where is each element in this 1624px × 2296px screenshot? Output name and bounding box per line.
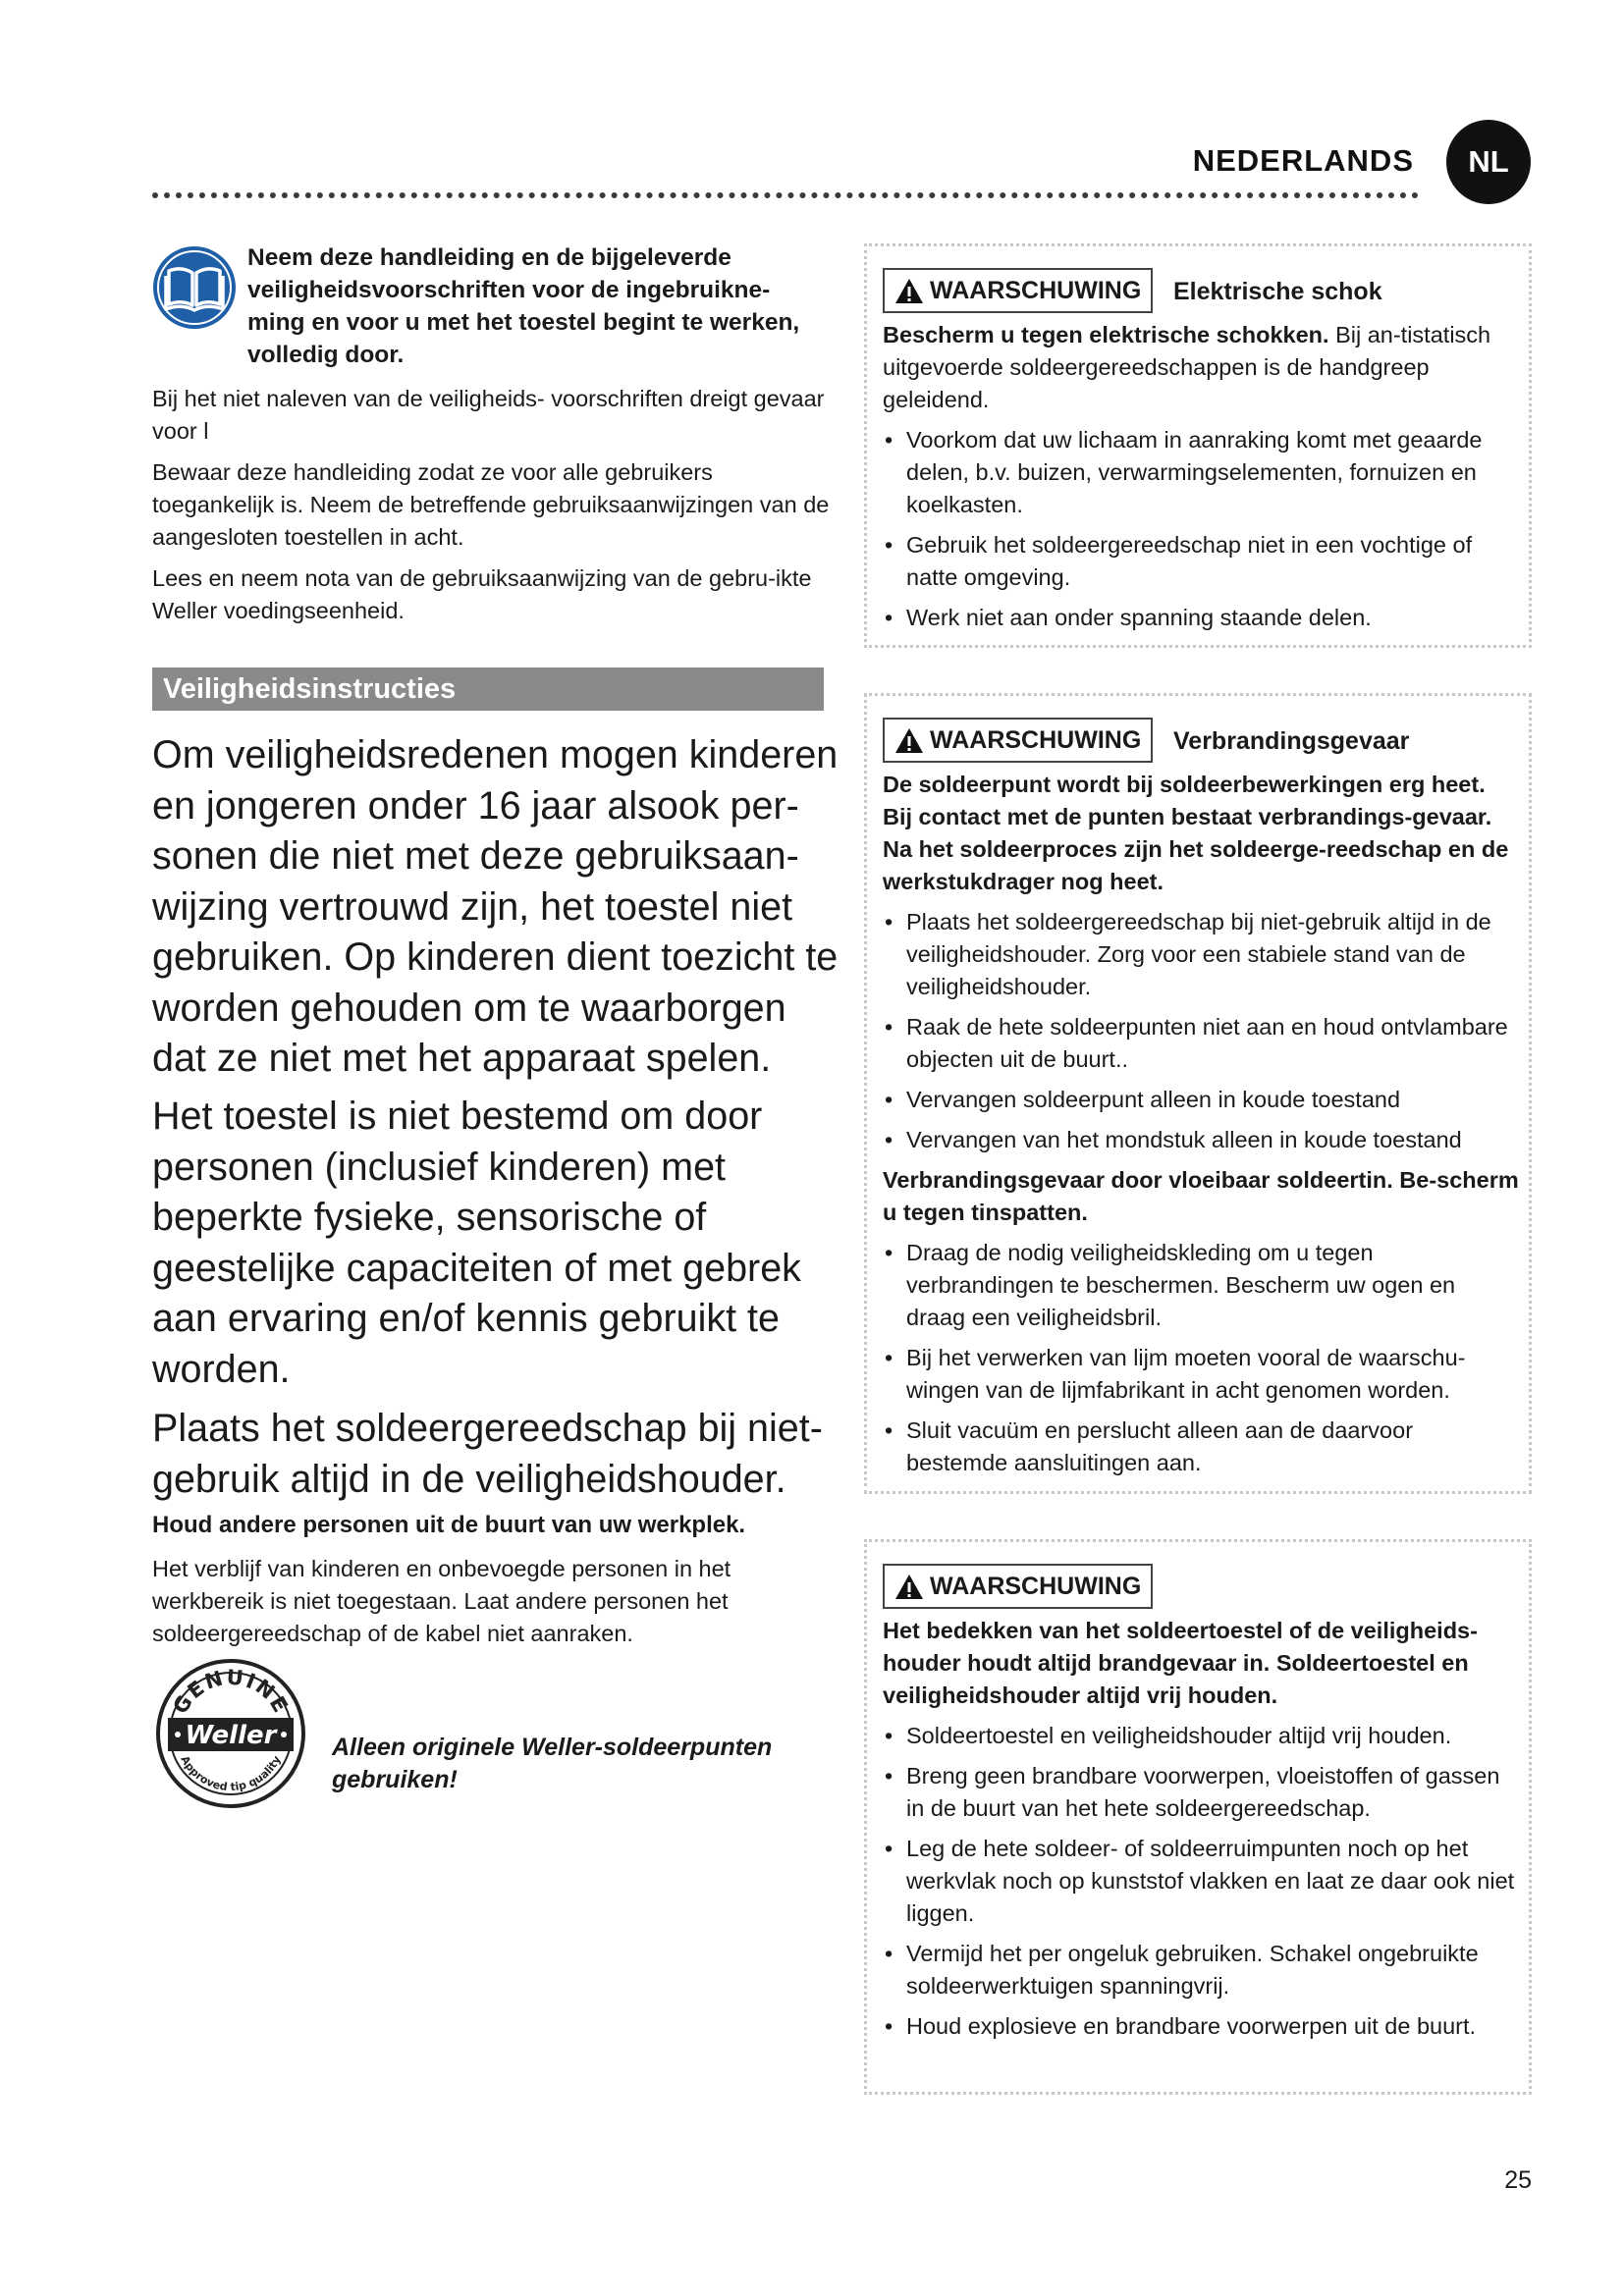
- warning-lead: Het bedekken van het soldeertoestel of de veiligheids-houder houdt altijd brandgevaar in. Soldeertoestel en veiligheidshouder altijd vrij houden.: [883, 1618, 1478, 1708]
- language-badge: NL: [1446, 120, 1531, 204]
- list-item: • Leg de hete soldeer- of soldeerruimpunten noch op het werkvlak noch op kunststof vlakken en laat ze daar ook niet liggen.: [883, 1833, 1519, 1930]
- warning-label-text: WAARSCHUWING: [930, 725, 1142, 754]
- safety-capacity-text: Het toestel is niet bestemd om door personen (inclusief kinderen) met beperkte fysieke, sensorische of geestelijke capaciteiten of met gebrek aan ervaring en/of kennis gebruikt te worden.: [152, 1095, 801, 1391]
- list-item: • Vermijd het per ongeluk gebruiken. Schakel ongebruikte soldeerwerktuigen spanningvrij.: [883, 1938, 1519, 2002]
- logo-top-text: GENUINE: [168, 1665, 294, 1719]
- warning-label-text: WAARSCHUWING: [930, 1572, 1142, 1600]
- intro-bold-text: Neem deze handleiding en de bijgeleverde veiligheidsvoorschriften voor de ingebruikne-ming en voor u met het toestel begint te werken, volledig door.: [247, 244, 800, 368]
- warning-title: Elektrische schok: [1173, 278, 1382, 305]
- list-item: • Gebruik het soldeergereedschap niet in een vochtige of natte omgeving.: [883, 529, 1519, 594]
- warning-box-electric: [864, 243, 1532, 648]
- warning-label: [883, 718, 1153, 763]
- header-divider: [152, 192, 1419, 198]
- logo-brand: Weller: [185, 1721, 277, 1750]
- warning-label: [883, 1564, 1153, 1609]
- list-item: • Sluit vacuüm en perslucht alleen aan de daarvoor bestemde aansluitingen aan.: [883, 1415, 1519, 1479]
- keep-away-text: Houd andere personen uit de buurt van uw werkplek.: [152, 1512, 746, 1538]
- logo-bottom-text: Approved tip quality: [178, 1753, 284, 1794]
- list-item: • Bij het verwerken van lijm moeten vooral de waarschu-wingen van de lijmfabrikant in acht genomen worden.: [883, 1342, 1519, 1407]
- warning-label-text: WAARSCHUWING: [930, 276, 1142, 304]
- workplace-paragraph: Het verblijf van kinderen en onbevoegde personen in het werkbereik is niet toegestaan. Laat andere personen het soldeergereedschap of de kabel niet aanraken.: [152, 1556, 731, 1646]
- list-item: • Draag de nodig veiligheidskleding om u tegen verbrandingen te beschermen. Bescherm uw ogen en draag een veiligheidsbril.: [883, 1237, 1519, 1334]
- list-item: • Werk niet aan onder spanning staande delen.: [883, 602, 1519, 634]
- intro-paragraph-2: Bewaar deze handleiding zodat ze voor alle gebruikers toegankelijk is. Neem de betreffende gebruiksaanwijzingen van de aangesloten toestellen in acht.: [152, 459, 830, 550]
- page-number: 25: [1504, 2166, 1532, 2194]
- warning-triangle-icon: [894, 278, 924, 304]
- warning-title: Verbrandingsgevaar: [1173, 727, 1410, 755]
- warning-subheading: Verbrandingsgevaar door vloeibaar soldeertin. Be-scherm u tegen tinspatten.: [883, 1167, 1519, 1225]
- list-item: • Breng geen brandbare voorwerpen, vloeistoffen of gassen in de buurt van het hete soldeergereedschap.: [883, 1760, 1519, 1825]
- list-item: • Vervangen van het mondstuk alleen in koude toestand: [883, 1124, 1519, 1156]
- warning-box-fire: [864, 1539, 1532, 2095]
- warning-box-burn: [864, 693, 1532, 1494]
- genuine-tips-text: Alleen originele Weller-soldeerpunten gebruiken!: [332, 1734, 773, 1793]
- warning-triangle-icon: [894, 727, 924, 754]
- intro-paragraph-1: Bij het niet naleven van de veiligheids- voorschriften dreigt gevaar voor l: [152, 386, 825, 444]
- safety-children-text: Om veiligheidsredenen mogen kinderen en jongeren onder 16 jaar alsook per-sonen die niet met deze gebruiksaan-wijzing vertrouwd zijn, het toestel niet gebruiken. Op kinderen dient toezicht te worden gehouden om te waarborgen dat ze niet met het apparaat spelen.: [152, 733, 839, 1080]
- warning-label: [883, 268, 1153, 313]
- read-manual-icon: [152, 245, 237, 330]
- list-item: • Houd explosieve en brandbare voorwerpen uit de buurt.: [883, 2010, 1519, 2043]
- warning-lead: De soldeerpunt wordt bij soldeerbewerkingen erg heet. Bij contact met de punten bestaat verbrandings-gevaar. Na het soldeerproces zijn het soldeerge-reedschap en de werkstukdrager nog heet.: [883, 772, 1509, 894]
- genuine-weller-logo: [154, 1657, 307, 1810]
- warning-triangle-icon: [894, 1574, 924, 1600]
- language-title: NEDERLANDS: [1192, 143, 1414, 178]
- list-item: • Vervangen soldeerpunt alleen in koude toestand: [883, 1084, 1519, 1116]
- list-item: • Soldeertoestel en veiligheidshouder altijd vrij houden.: [883, 1720, 1519, 1752]
- intro-paragraph-3: Lees en neem nota van de gebruiksaanwijzing van de gebru-ikte Weller voedingseenheid.: [152, 565, 812, 623]
- section-heading: Veiligheidsinstructies: [152, 667, 824, 711]
- list-item: • Voorkom dat uw lichaam in aanraking komt met geaarde delen, b.v. buizen, verwarmingselementen, fornuizen en koelkasten.: [883, 424, 1519, 521]
- list-item: • Raak de hete soldeerpunten niet aan en houd ontvlambare objecten uit de buurt..: [883, 1011, 1519, 1076]
- safety-holder-text: Plaats het soldeergereedschap bij niet-gebruik altijd in de veiligheidshouder.: [152, 1407, 823, 1501]
- warning-lead: Bescherm u tegen elektrische schokken. Bij an-tistatisch uitgevoerde soldeergereedschappen is de handgreep geleidend.: [883, 322, 1491, 412]
- list-item: • Plaats het soldeergereedschap bij niet-gebruik altijd in de veiligheidshouder. Zorg voor een stabiele stand van de veiligheidshouder.: [883, 906, 1519, 1003]
